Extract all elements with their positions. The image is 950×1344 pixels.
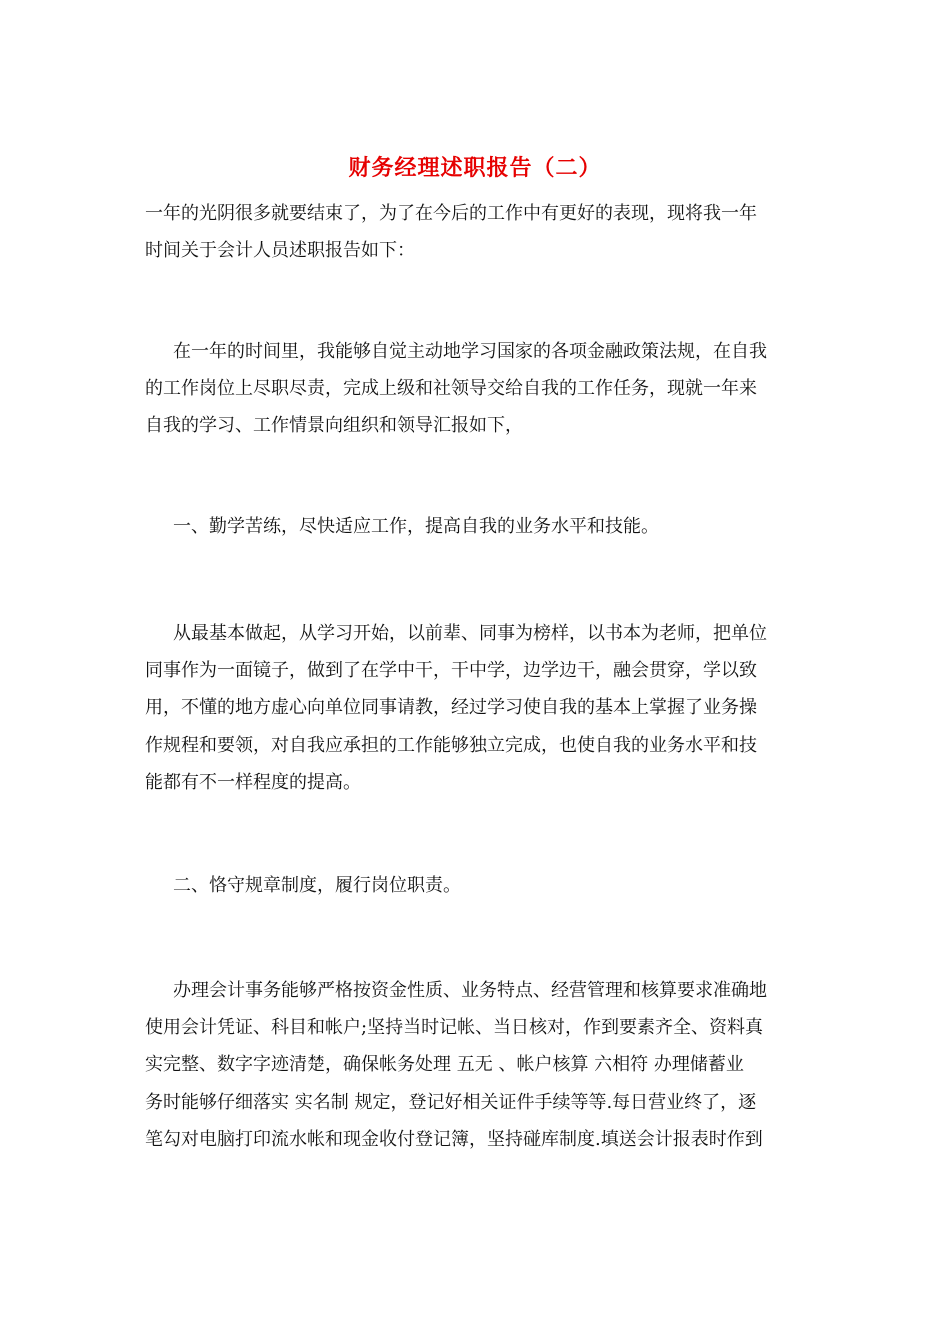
paragraph-line: 一年的光阴很多就要结束了，为了在今后的工作中有更好的表现，现将我一年 [145, 203, 757, 224]
paragraph-line: 作规程和要领，对自我应承担的工作能够独立完成，也使自我的业务水平和技 [145, 734, 757, 756]
paragraph-overview [145, 333, 810, 445]
paragraph-accounting [145, 972, 810, 1158]
heading-line: 一、勤学苦练，尽快适应工作，提高自我的业务水平和技能。 [173, 516, 659, 537]
paragraph-line: 办理会计事务能够严格按资金性质、业务特点、经营管理和核算要求准确地 [173, 980, 767, 1001]
paragraph-intro [145, 195, 810, 269]
paragraph-line: 务时能够仔细落实 实名制 规定，登记好相关证件手续等等.每日营业终了，逐 [145, 1091, 757, 1113]
document-title: 财务经理述职报告（二） [348, 155, 602, 181]
paragraph-line: 用，不懂的地方虚心向单位同事请教，经过学习使自我的基本上掌握了业务操 [145, 697, 757, 719]
paragraph-line: 的工作岗位上尽职尽责，完成上级和社领导交给自我的工作任务，现就一年来 [145, 378, 757, 400]
section-heading-1 [145, 508, 810, 545]
paragraph-line: 在一年的时间里，我能够自觉主动地学习国家的各项金融政策法规，在自我 [173, 341, 767, 362]
paragraph-line: 从最基本做起，从学习开始，以前辈、同事为榜样，以书本为老师，把单位 [173, 623, 767, 644]
paragraph-line: 笔勾对电脑打印流水帐和现金收付登记簿，坚持碰库制度.填送会计报表时作到 [145, 1128, 763, 1150]
paragraph-line: 实完整、数字字迹清楚，确保帐务处理 五无 、帐户核算 六相符 办理储蓄业 [145, 1054, 744, 1076]
paragraph-line: 自我的学习、工作情景向组织和领导汇报如下， [145, 415, 523, 437]
paragraph-line: 能都有不一样程度的提高。 [145, 771, 361, 793]
paragraph-line: 使用会计凭证、科目和帐户;坚持当时记帐、当日核对，作到要素齐全、资料真 [145, 1017, 764, 1039]
paragraph-line: 时间关于会计人员述职报告如下： [145, 240, 415, 262]
paragraph-study [145, 615, 810, 801]
heading-line: 二、恪守规章制度，履行岗位职责。 [173, 875, 461, 896]
section-heading-2 [145, 867, 810, 904]
paragraph-line: 同事作为一面镜子，做到了在学中干，干中学，边学边干，融会贯穿，学以致 [145, 660, 757, 682]
